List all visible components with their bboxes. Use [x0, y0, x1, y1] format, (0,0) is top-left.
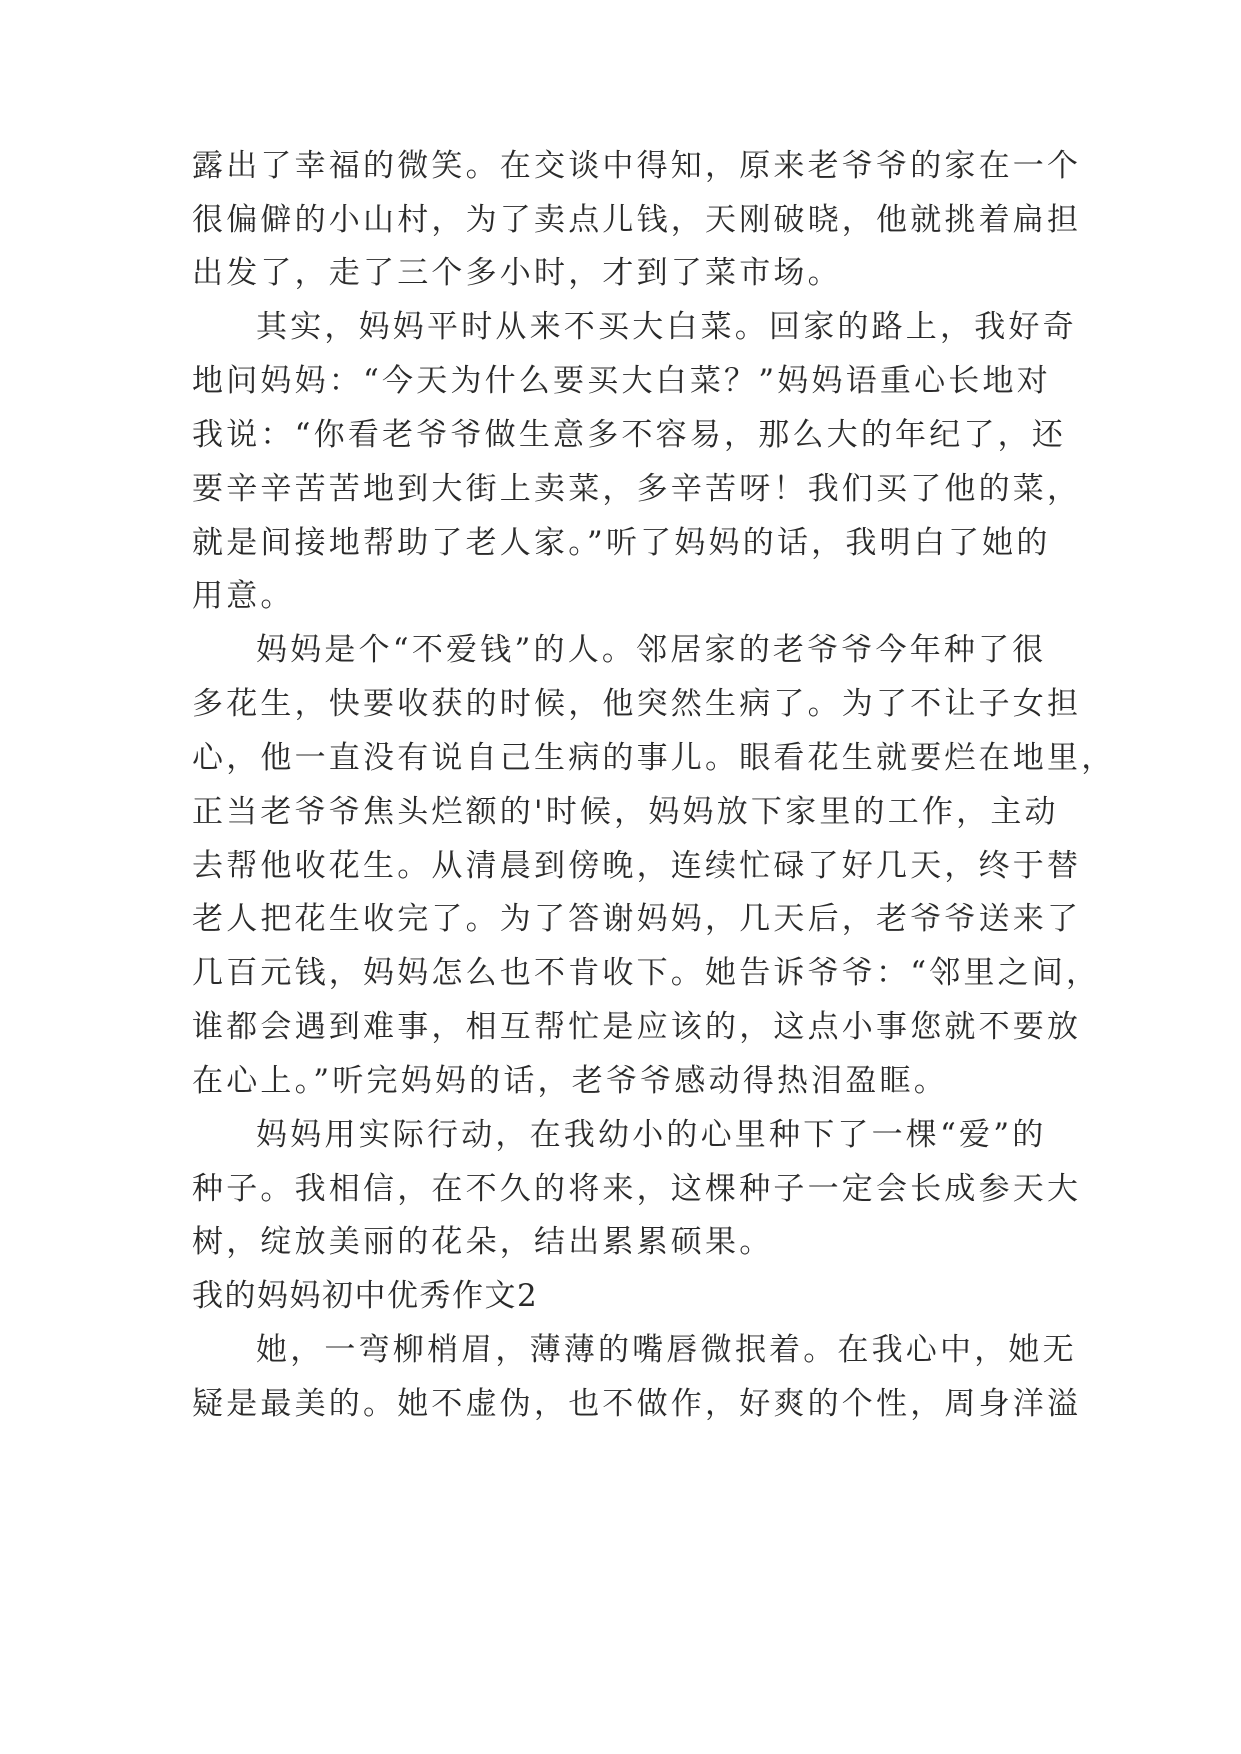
- text-line: 很偏僻的小山村，为了卖点儿钱，天刚破晓，他就挑着扁担: [192, 202, 1082, 238]
- text-line: 多花生，快要收获的时候，他突然生病了。为了不让子女担: [192, 686, 1082, 722]
- paragraph-first-line: 妈妈用实际行动，在我幼小的心里种下了一棵“爱”的: [256, 1117, 1047, 1153]
- text-line: 种子。我相信，在不久的将来，这棵种子一定会长成参天大: [192, 1171, 1082, 1207]
- text-line: 正当老爷爷焦头烂额的'时候，妈妈放下家里的工作，主动: [192, 794, 1059, 830]
- paragraph-first-line: 妈妈是个“不爱钱”的人。邻居家的老爷爷今年种了很: [256, 632, 1047, 668]
- text-line: 心，他一直没有说自己生病的事儿。眼看花生就要烂在地里，: [192, 740, 1116, 776]
- paragraph-first-line: 其实，妈妈平时从来不买大白菜。回家的路上，我好奇: [256, 309, 1077, 345]
- text-line: 树，绽放美丽的花朵，结出累累硕果。: [192, 1224, 774, 1260]
- text-line: 地问妈妈：“今天为什么要买大白菜？”妈妈语重心长地对: [192, 363, 1051, 399]
- text-line: 要辛辛苦苦地到大街上卖菜，多辛苦呀！我们买了他的菜，: [192, 471, 1082, 507]
- text-line: 谁都会遇到难事，相互帮忙是应该的，这点小事您就不要放: [192, 1009, 1082, 1045]
- paragraph-first-line: 她，一弯柳梢眉，薄薄的嘴唇微抿着。在我心中，她无: [256, 1332, 1077, 1368]
- text-line: 去帮他收花生。从清晨到傍晚，连续忙碌了好几天，终于替: [192, 848, 1082, 884]
- text-line: 露出了幸福的微笑。在交谈中得知，原来老爷爷的家在一个: [192, 148, 1082, 184]
- section-heading: 我的妈妈初中优秀作文2: [192, 1278, 539, 1314]
- text-line: 我说：“你看老爷爷做生意多不容易，那么大的年纪了，还: [192, 417, 1067, 453]
- text-line: 疑是最美的。她不虚伪，也不做作，好爽的个性，周身洋溢: [192, 1386, 1082, 1422]
- text-line: 在心上。”听完妈妈的话，老爷爷感动得热泪盈眶。: [192, 1063, 948, 1099]
- text-line: 出发了，走了三个多小时，才到了菜市场。: [192, 255, 842, 291]
- text-line: 几百元钱，妈妈怎么也不肯收下。她告诉爷爷：“邻里之间，: [192, 955, 1101, 991]
- text-line: 就是间接地帮助了老人家。”听了妈妈的话，我明白了她的: [192, 525, 1051, 561]
- text-line: 用意。: [192, 578, 295, 614]
- text-line: 老人把花生收完了。为了答谢妈妈，几天后，老爷爷送来了: [192, 901, 1082, 937]
